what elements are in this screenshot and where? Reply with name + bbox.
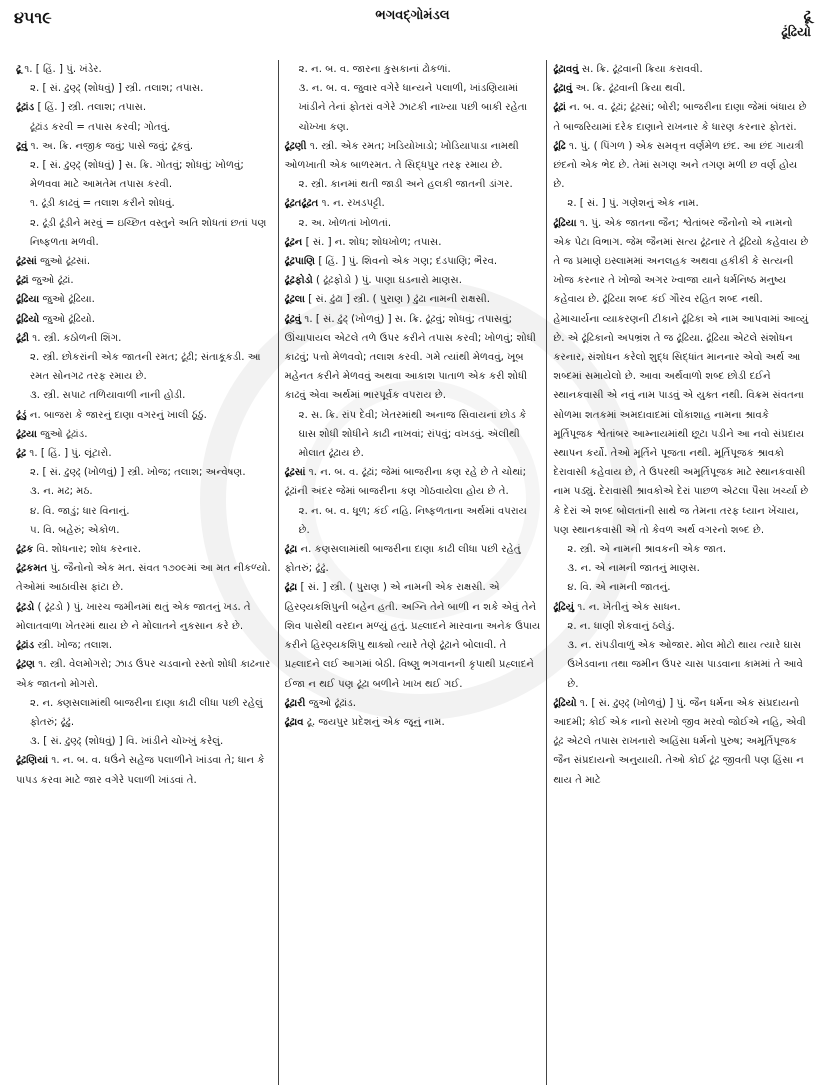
dictionary-entry: [553, 79, 809, 98]
dictionary-entry: [285, 137, 541, 175]
headword: ઢૂંઢયા: [16, 428, 37, 440]
dictionary-entry: [16, 598, 272, 636]
entry-sense: ૨. સ્ત્રી. કાનમાં થતી જાડી અને હલકી જાતની ડાંગર.: [298, 179, 513, 191]
headword: ઢૂંઢી: [16, 332, 30, 344]
entry-sense: ૨. ન. ક્ણસલામાંથી બાજરીના દાણા કાઢી લીધા પછી રહેલું ફોતરું; ઢૂંઢું.: [30, 697, 263, 728]
dictionary-entry: [16, 751, 272, 789]
dictionary-entry: [16, 137, 272, 156]
entry-sense: ૪. વિ. એ નામની જાતનું.: [567, 582, 671, 594]
entry-sense: ૩. ન. રાંપડીવાળું એક ઓજાર. મોલ મોટો થાય ત્યારે ઘાસ ઉખેડવાના તથા જમીન ઉપર ચાસ પાડવાના કામમાં તે આવે છે.: [567, 640, 803, 690]
dictionary-entry: [285, 252, 541, 271]
headword: ઢૂંઢાવ: [284, 716, 304, 728]
dictionary-entry: [285, 194, 541, 213]
definition-text: જુઓ ઢૂંઢિયા.: [39, 294, 95, 306]
headword: ઢૂંઢસાં: [16, 256, 37, 268]
dictionary-entry: [16, 406, 272, 425]
definition-text: ૧. સ્ત્રી. વેલમોગરો; ઝાડ ઉપર ચડવાનો રસ્તો શોધી કાઢનાર એક જાતનો મોગરો.: [16, 659, 271, 690]
dictionary-entry: [285, 290, 541, 309]
headword: ઢૂંઢણી: [284, 140, 307, 152]
definition-text: ઢૂ. જયપુર પ્રદેશનું એક જૂનું નામ.: [303, 716, 445, 728]
definition-text: અ. ક્રિ. ઢૂંઢવાની ક્રિયા થવી.: [572, 83, 686, 95]
definition-text: [ હિં. ] સ્ત્રી. તલાશ; તપાસ.: [34, 102, 147, 114]
dictionary-entry: [16, 98, 272, 117]
definition-text: ૧. અ. ક્રિ. નજીક જવું; પાસે જવું; ઢૂકવું.: [27, 140, 194, 152]
page-number: ૪૫૧૯: [14, 8, 52, 27]
headword: ઢૂંઢડો: [16, 601, 35, 613]
guide-word-last: ઢૂંઢિયો: [781, 25, 811, 40]
headword: ઢૂંઢાવું: [553, 83, 573, 95]
definition-text: ૧. [ સં. ઢુણ્ઢ્ (ખોળવું) ] પું. જૈન ધર્મના એક સંપ્રદાયનો આદમી; કોઈ એક નાનો સરખો જીવ મરવો જોઈએ નહિ, એવી ઢૂંઢ એટલે તપાસ રાખનારો અહિંસા ધર્મનો પુરુષ; અમૂર્તિપૂજક જૈન સંપ્રદાયનો અનુયાયી. તેઓ કોઈ ઢૂંઢ જીવતી પણ હિંસા ન થાય તે માટે: [553, 697, 806, 786]
headword: ઢૂંઢિયો: [16, 313, 40, 325]
dictionary-entry: [16, 540, 272, 559]
entry-sense: ૪. વિ. જાડું; ધાર વિનાનું.: [30, 505, 130, 517]
dictionary-columns: [10, 60, 815, 1085]
column-1: [10, 60, 278, 1085]
dictionary-entry: [16, 60, 272, 79]
definition-text: ૧. ન. રખડપટ્ટી.: [318, 198, 385, 210]
dictionary-entry: [285, 463, 541, 501]
definition-text: ( ઢૂંઢડો ) પું. ખારચ જમીનમાં થતું એક જાતનું ખડ. તે મોલાતવાળા ખેતરમાં થાય છે ને મોલાતને નુકસાન કરે છે.: [16, 601, 251, 632]
dictionary-entry: [553, 214, 809, 540]
headword: ઢૂંઢાંડ: [16, 102, 35, 114]
entry-sense: ૩. સ્ત્રી. સપાટ તળિયાવાળી નાની હોડી.: [30, 390, 186, 402]
dictionary-entry: [16, 252, 272, 271]
headword: ઢૂંઢિયા: [553, 217, 577, 229]
headword: ઢૂંઢફોડો: [284, 275, 313, 287]
dictionary-entry: [553, 98, 809, 136]
definition-text: [ હિં. ] પું. શિવનો એક ગણ; દંડપાણિ; ભૈરવ.: [315, 256, 498, 268]
definition-text: જુઓ ઢૂંઢિયો.: [39, 313, 95, 325]
definition-text: જુઓ ઢૂંઢાંડ.: [305, 697, 357, 709]
headword: ઢૂંઢણ: [16, 659, 36, 671]
headword: ઢૂંઢવું: [284, 313, 302, 325]
dictionary-entry: [553, 60, 809, 79]
headword: ઢૂંઢકમત: [16, 563, 48, 575]
headword: ઢૂંઢા: [284, 544, 298, 556]
dictionary-entry: [285, 713, 541, 732]
definition-text: ૧. પું. ( પિંગળ ) એક સમવૃત્ત વર્ણમેળ છંદ. આ છંદ ગાયત્રી છંદનો એક ભેદ છે. તેમાં સગણ અને તગણ મળી છ વર્ણ હોય છે.: [553, 140, 804, 191]
entry-sense: ૨. [ સં. ] પું. ગણેશનું એક નામ.: [567, 198, 699, 210]
entry-sense: ૨. ઢૂંડી ઢૂંડીને મરવું = ઇચ્છિત વસ્તુને અતિ શોધતાં છતાં પણ નિષ્ફળતા મળવી.: [30, 217, 267, 248]
definition-text: ૧. સ્ત્રી. કઠોળની શિંગ.: [29, 332, 122, 344]
dictionary-entry: [16, 655, 272, 693]
entry-sense: ૨. [ સં. ઢુણ્ઢ્ (શોધવું) ] સ. ક્રિ. ગોતવું; શોધવું; ખોળવું; મેળવવા માટે આમતેમ તપાસ કરવી.: [30, 160, 244, 191]
headword: ઢૂંઢિયો: [553, 697, 577, 709]
headword: ઢૂંઢક: [16, 544, 34, 556]
definition-text: ૧. સ્ત્રી. એક રમત; ખડિયોખાડો; ખોડિયાપાડા નામથી ઓળખાતી એક બાળરમત. તે સિદ્ધપુર તરફ રમાય છે.: [284, 140, 519, 172]
definition-text: જુઓ ઢૂંઢાં.: [28, 275, 74, 287]
entry-sense: ૨. અ. ખોળતાં ખોળતાં.: [298, 217, 392, 229]
headword: ઢૂંઢિ: [553, 140, 566, 152]
entry-sense: ૧. ઢૂંડી કાઢવું = તલાશ કરીને શોધવું.: [30, 198, 175, 210]
dictionary-entry: [16, 559, 272, 597]
headword: ઢૂંઢારી: [284, 697, 306, 709]
entry-sense: ૨. સ્ત્રી. એ નામની શ્રાવકની એક જાત.: [567, 544, 727, 556]
dictionary-entry: [16, 444, 272, 463]
headword: ઢૂંઢિયા: [16, 294, 40, 306]
dictionary-entry: [285, 233, 541, 252]
headword: ઢૂંઢિયું: [553, 601, 575, 613]
headword: ઢૂંઢતઢૂંઢત: [284, 198, 319, 210]
dictionary-entry: [553, 598, 809, 617]
definition-text: ૧. ન. બ. વ. ધઉંને સહેજ પલાળીને ખાંડવા તે; ધાન કે પાપડ કરવા માટે જાર વગેરે પલાળી ખાંડવાં તે.: [16, 755, 265, 786]
definition-text: [ સં. ઢુંઢા ] સ્ત્રી. ( પુરાણ ) ઢુંઢા નામની રાક્ષસી.: [305, 294, 491, 306]
definition-text: ન. બાજરા કે જારનું દાણા વગરનું ખાલી ઠૂંઠું.: [26, 409, 207, 421]
entry-sense: ૨. [ સં. ઢુણ્ઢ્ (શોધવું) ] સ્ત્રી. તલાશ; તપાસ.: [30, 83, 204, 95]
definition-text: ૧. [ હિં. ] પું. ખંડેર.: [21, 64, 102, 75]
dictionary-entry: [16, 636, 272, 655]
definition-text: સ. ક્રિ. ઢૂંઢવાની ક્રિયા કરાવવી.: [578, 64, 703, 75]
entry-sense: ૨. સ્ત્રી. છોકરાંની એક જાતની રમત; ઢૂંઢી; સંતાકૂકડી. આ રમત સોનગઢ તરફ રમાય છે.: [30, 352, 261, 383]
dictionary-entry: [16, 271, 272, 290]
entry-sense: ૨. ન. બ. વ. જારના કુસકાનાં ઢોકળાં.: [298, 64, 451, 75]
definition-text: પું. જૈનોનો એક મત. સંવત ૧૭૦૯માં આ મત નીકળ્યો. તેઓમાં આઠાવીસ ફાંટા છે.: [16, 563, 271, 594]
definition-text: સ્ત્રી. ખોજ; તલાશ.: [34, 640, 113, 652]
headword: ઢૂંઢા: [284, 582, 298, 594]
definition-text: ૧. [ સં. ઢુંઢ્ (ખોળવું) ] સ. ક્રિ. ઢૂંઢવું; શોધવું; તપાસવું; ઊંચાપાયલ એટલે તળે ઉપર કરીને તપાસ કરવી; ખોળવું; શોધી કાઢવું; પત્તો મેળવવો; તલાશ કરવી. ગમે ત્યાંથી મેળવવું, ખૂબ મહેનત કરીને મેળવવું અથવા આકાશ પાતાળ એક કરી શોધી કાઢવું એવા અર્થમાં ભારપૂર્વક વપરાય છે.: [284, 313, 536, 402]
headword: ઢૂંઢાં: [553, 102, 566, 114]
entry-sense: ૨. ન. ધાણી શેકવાનું ઠલેડું.: [567, 620, 675, 632]
definition-text: ૧. [ હિં. ] પું. લૂંટારો.: [26, 448, 112, 460]
entry-sense: ૨. સ. ક્રિ. રાંપ દેવી; ખેતરમાંથી અનાજ સિવાયનાં છોડ કે ઘાસ શોધી શોધીને કાઢી નાખવાં; રાંપવું; વખડવું. ઍલીથી મોલાત ઢૂંઢાય છે.: [298, 409, 527, 460]
headword: ઢૂંઢણિયાં: [16, 755, 49, 767]
dictionary-entry: [16, 425, 272, 444]
page-header: [0, 0, 825, 46]
entry-sense: ૨. ન. બ. વ. ધૂળ; કંઈ નહિ. નિષ્ફળતાના અર્થમાં વપરાય છે.: [298, 505, 528, 536]
guide-letter: ઢૂ: [803, 6, 811, 24]
running-title: ભગવદ્ગોમંડલ: [375, 8, 450, 23]
headword: ઢૂંઢાંડ: [16, 640, 35, 652]
entry-sense: ૨. [ સં. ઢુણ્ઢ્ (ખોળવું) ] સ્ત્રી. ખોજ; તલાશ; અન્વેષણ.: [30, 467, 246, 479]
headword: ઢૂંઢલા: [284, 294, 305, 306]
dictionary-entry: [285, 310, 541, 406]
definition-text: વિ. શોધનાર; શોધ કરનાર.: [33, 544, 142, 556]
dictionary-entry: [16, 329, 272, 348]
dictionary-entry: [285, 271, 541, 290]
entry-sense: ૩. ન. એ નામની જાતનું માણસ.: [567, 563, 700, 575]
entry-sense: ઢૂંઢાંડ કરવી = તપાસ કરવી; ગોતવું.: [30, 121, 171, 133]
dictionary-entry: [285, 540, 541, 578]
entry-sense: ૫. વિ. બહેરું; એકોળ.: [30, 524, 120, 536]
dictionary-entry: [285, 578, 541, 693]
definition-text: ન. કણસલામાંથી બાજરીના દાણા કાઢી લીધા પછી રહેતું ફોતરું; ઢૂંઢું.: [284, 544, 521, 575]
definition-text: [ સં. ] ન. શોધ; શોધખોળ; તપાસ.: [302, 236, 442, 248]
column-2: [278, 60, 547, 1085]
dictionary-entry: [16, 290, 272, 309]
guide-word: [781, 6, 811, 42]
column-3: [546, 60, 815, 1085]
dictionary-entry: [553, 694, 809, 790]
headword: ઢૂવું: [16, 140, 28, 152]
definition-text: ૧. ન. ખેતીનું એક સાધન.: [574, 601, 681, 613]
entry-sense: ૩. ન. મઢ; મઠ.: [30, 486, 93, 498]
entry-sense: ૩. [ સં. ઢુણ્ઢ્ (શોધવું) ] વિ. ખાંડીને ચોખ્ખું કરેલું.: [30, 736, 224, 748]
definition-text: ૧. ન. બ. વ. ઢૂંઢાં; જેમાં બાજરીના કણ રહે છે તે ચોથાં; ઢૂંઢાંની અંદર જેમાં બાજરીના કણ ગોઠવાયેલા હોય છે તે.: [284, 467, 527, 498]
definition-text: [ સં. ] સ્ત્રી. ( પુરાણ ) એ નામની એક રાક્ષસી. એ હિરણ્યકશિપુની બહેન હતી. અગ્નિ તેને બાળી ન શકે એવું તેને શિવ પાસેથી વરદાન મળ્યું હતું. પ્રહ્લાદને મારવાના અનેક ઉપાય કરીને હિરણ્યકશિપુ થાક્યો ત્યારે તેણે ઢૂંઢાને બોલાવી. તે પ્રહ્લાદને લઈ આગમાં બેઠી. વિષ્ણુ ભગવાનની કૃપાથી પ્રહ્લાદને ઈજા ન થઈ પણ ઢૂંઢા બળીને ખાખ થઈ ગઈ.: [284, 582, 541, 690]
headword: ઢૂ: [16, 64, 22, 75]
headword: ઢૂંઢસાં: [284, 467, 306, 479]
headword: ઢૂંઢાં: [16, 275, 29, 287]
headword: ઢૂંઢ: [16, 448, 27, 460]
definition-text: ૧. પું. એક જાતના જૈન; શ્વેતાંબર જૈનોનો એ નામનો એક પેટા વિભાગ. જેમ જૈનમાં સત્ય ઢૂંઢનાર તે ઢૂંઢિયો કહેવાય છે તે જ પ્રમાણે ઇસ્લામમાં અનલહક અથવા હકીકી કે સત્યની ખોજ કરનાર તે ખોજો અગર ખ્વાજા યાને ધર્મનિષ્ઠ મનુષ્ય કહેવાય છે. ઢૂંઢિયા શબ્દ કંઈ ગૌરવ રહિત શબ્દ નથી. હેમાચાર્યના વ્યાકરણની ટીકાને ઢૂંઢિકા એ નામ આપવામાં આવ્યું છે. એ ઢૂંઢિકાનો અપભ્રંશ તે જ ઢૂંઢિયા. ઢૂંઢિયા એટલે સંશોધન કરનાર, સંશોધન કરેલો શુદ્ધ સિદ્ધાંત માનનાર એવો અર્થ આ શબ્દમાં સમાયેલો છે. આવા અર્થવાળો શબ્દ છોડી દઈને સ્થાનકવાસી એ નવું નામ પાડવું એ યુક્ત નથી. વિક્રમ સંવતના સોળમા શતકમાં અમદાવાદમાં લોંકાશાહ નામના શ્રાવકે મૂર્તિપૂજક શ્વેતાંબર આમ્નાયમાંથી છૂટા પડીને આ નવો સંપ્રદાય સ્થાપન કર્યો. તેઓ મૂર્તિને પૂજતા નથી. મૂર્તિપૂજક શ્રાવકો દેરાવાસી કહેવાય છે, તે ઉપરથી અમૂર્તિપૂજક માટે સ્થાનકવાસી નામ પડ્યું. દેરાવાસી શ્રાવકોએ દેરાં પાછળ એટલા પૈસા ખર્ચ્યા છે કે દેરાં એ શબ્દ બોલતાંની સાથે જ તેમના તરફ ધ્યાન ખેંચાય, પણ સ્થાનકવાસી એ તો કેવળ અર્થ વગરનો શબ્દ છે.: [553, 217, 809, 536]
dictionary-entry: [285, 694, 541, 713]
definition-text: જુઓ ઢૂંઢાંડ.: [36, 428, 88, 440]
headword: ઢૂંઢપાણિ: [284, 256, 316, 268]
dictionary-entry: [16, 310, 272, 329]
definition-text: ( ઢૂંઢફોડો ) પું. પાણા ઘડનારો માણસ.: [312, 275, 463, 287]
headword: ઢૂંઢન: [284, 236, 303, 248]
entry-sense: ૩. ન. બ. વ. જુવાર વગેરે ધાન્યને પલાળી, ખાંડણિયામાં ખાંડીને તેનાં ફોતરાં વગેરે ઝાટકી નાખ્યા પછી બાકી રહેતા ચોખ્ખા કણ.: [298, 83, 528, 133]
headword: ઢૂંઢાવવું: [553, 64, 579, 75]
headword: ઢૂંડું: [16, 409, 27, 421]
dictionary-entry: [553, 137, 809, 195]
definition-text: ન. બ. વ. ઢૂંઢાં; ઢૂંઢસાં; બોરી; બાજરીના દાણા જેમાં બંધાય છે તે બાજરિયામાં દરેક દાણાને રાખનાર કે ધારણ કરનાર ફોતરાં.: [553, 102, 807, 133]
definition-text: જુઓ ઢૂંઢસાં.: [36, 256, 91, 268]
